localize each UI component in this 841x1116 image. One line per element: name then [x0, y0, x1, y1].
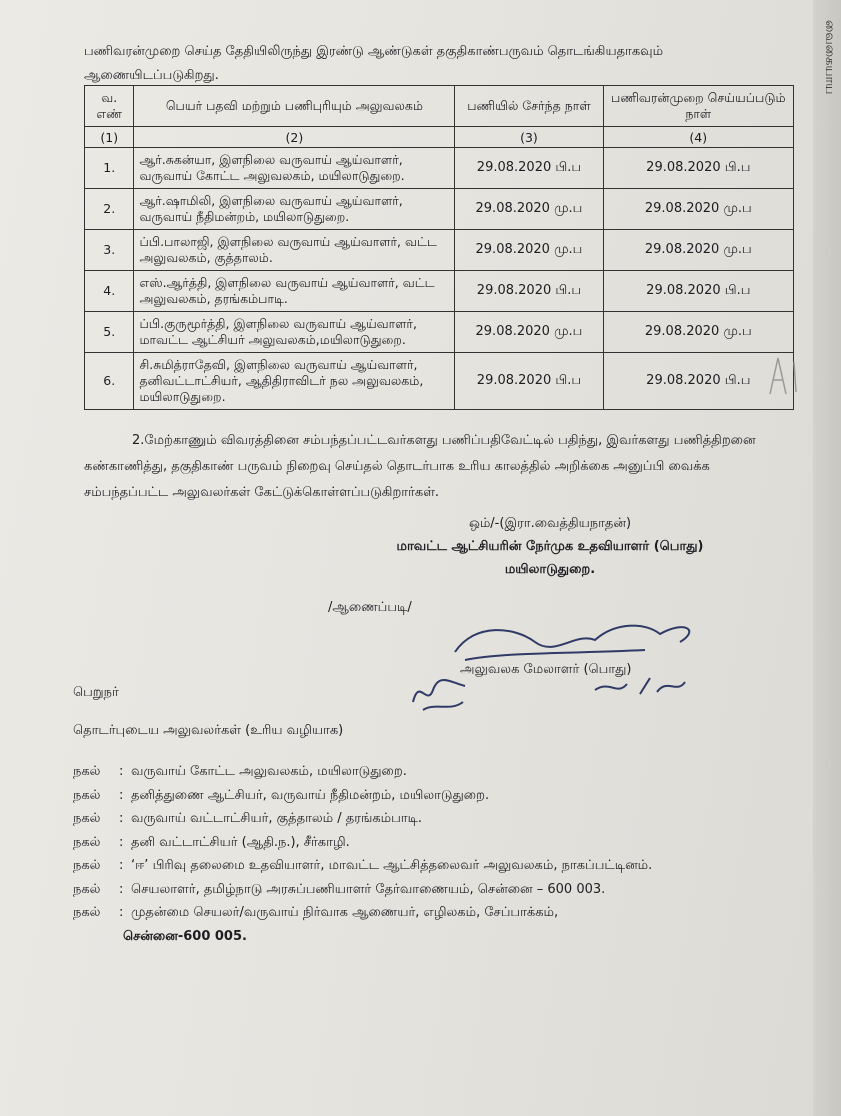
office-manager-designation: அலுவலக மேலாளர் (பொது) [460, 662, 632, 677]
table-row [85, 312, 794, 353]
row-name: சி.சுமித்ராதேவி, இளநிலை வருவாய் ஆய்வாளர், தனிவட்டாட்சியர், ஆதிதிராவிடர் நல அலுவலகம், மயிலாடுதுறை. [134, 353, 455, 410]
copy-label: நகல் [73, 764, 101, 779]
copy-label: நகல் [73, 811, 101, 826]
row-serial: 1. [85, 148, 134, 189]
by-order-text: /ஆணைப்படி/ [328, 600, 412, 615]
copy-separator: : [119, 764, 124, 779]
row-serial: 6. [85, 353, 134, 410]
row-regularise-date: 29.08.2020 மு.ப [603, 230, 793, 271]
regularisation-table [84, 85, 794, 410]
row-serial: 5. [85, 312, 134, 353]
row-serial: 4. [85, 271, 134, 312]
col-number: (1) [85, 127, 134, 148]
list-item [73, 854, 773, 878]
list-item [73, 760, 773, 784]
margin-pencil-mark [766, 350, 806, 400]
edge-text: வைகையாய [822, 20, 837, 95]
copy-label: நகல் [73, 905, 101, 920]
table-row [85, 353, 794, 410]
copy-recipient: ‘ஈ’ பிரிவு தலைமை உதவியாளர், மாவட்ட ஆட்சித்தலைவர் அலுவலகம், நாகப்பட்டினம். [131, 858, 653, 873]
row-name: ஆர்.ஷாமிலி, இளநிலை வருவாய் ஆய்வாளர், வருவாய் நீதிமன்றம், மயிலாடுதுறை. [134, 189, 455, 230]
table-row [85, 189, 794, 230]
list-item [73, 901, 773, 925]
instruction-paragraph: 2.மேற்காணும் விவரத்தினை சம்பந்தப்பட்டவர்களது பணிப்பதிவேட்டில் பதிந்து, இவர்களது பணித்திறனை கண்காணித்து, தகுதிகாண் பருவம் நிறைவு செய்தல் தொடர்பாக உரிய காலத்தில் அறிக்கை அனுப்பி வைக்க சம்பந்தப்பட்ட அலுவலர்கள் கேட்டுக்கொள்ளப்படுகிறார்கள். [84, 433, 756, 500]
copy-recipient: வருவாய் வட்டாட்சியர், குத்தாலம் / தரங்கம்பாடி. [131, 811, 423, 826]
row-regularise-date: 29.08.2020 மு.ப [603, 189, 793, 230]
copy-list [73, 760, 773, 948]
table-row [85, 271, 794, 312]
signatory-designation: மாவட்ட ஆட்சியரின் நேர்முக உதவியாளர் (பொது) [396, 539, 704, 554]
list-item [73, 831, 773, 855]
signature-block [380, 512, 720, 581]
row-join-date: 29.08.2020 பி.ப [455, 271, 603, 312]
header-regularise-date: பணிவரன்முறை செய்யப்படும் நாள் [603, 86, 793, 127]
row-regularise-date: 29.08.2020 பி.ப [603, 353, 793, 410]
copy-recipient: செயலாளர், தமிழ்நாடு அரசுப்பணியாளர் தேர்வாணையம், சென்னை – 600 003. [131, 881, 606, 897]
col-number: (3) [455, 127, 603, 148]
copy-recipient: முதன்மை செயலர்/வருவாய் நிர்வாக ஆணையர், எழிலகம், சேப்பாக்கம், [131, 905, 559, 920]
intro-text: பணிவரன்முறை செய்த தேதியிலிருந்து இரண்டு ஆண்டுகள் தகுதிகாண்பருவம் தொடங்கியதாகவும் ஆணையிடப்படுகிறது. [84, 44, 664, 83]
col-number: (4) [603, 127, 793, 148]
copy-recipient: வருவாய் கோட்ட அலுவலகம், மயிலாடுதுறை. [131, 764, 407, 779]
row-join-date: 29.08.2020 பி.ப [455, 148, 603, 189]
copy-separator: : [119, 834, 124, 850]
signatory-name: ஒம்/-(இரா.வைத்தியநாதன்) [468, 516, 632, 531]
copy-separator: : [119, 811, 124, 826]
handwritten-signature [445, 612, 705, 702]
concerned-officers: தொடர்புடைய அலுவலர்கள் (உரிய வழியாக) [73, 723, 344, 738]
row-regularise-date: 29.08.2020 பி.ப [603, 271, 793, 312]
row-serial: 3. [85, 230, 134, 271]
header-serial: வ. எண் [85, 86, 134, 127]
copy-separator: : [119, 905, 124, 920]
signatory-place: மயிலாடுதுறை. [504, 562, 596, 577]
row-join-date: 29.08.2020 மு.ப [455, 312, 603, 353]
column-number-row [85, 127, 794, 148]
row-join-date: 29.08.2020 மு.ப [455, 189, 603, 230]
copy-recipient: தனி வட்டாட்சியர் (ஆதி.ந.), சீர்காழி. [131, 834, 350, 850]
list-item [73, 784, 773, 808]
col-number: (2) [134, 127, 455, 148]
row-name: ப்பி.குருமூர்த்தி, இளநிலை வருவாய் ஆய்வாளர், மாவட்ட ஆட்சியர் அலுவலகம்,மயிலாடுதுறை. [134, 312, 455, 353]
table-row [85, 148, 794, 189]
copy-label: நகல் [73, 858, 101, 873]
copy-separator: : [119, 881, 124, 897]
row-name: ஆர்.சுகன்யா, இளநிலை வருவாய் ஆய்வாளர், வருவாய் கோட்ட அலுவலகம், மயிலாடுதுறை. [134, 148, 455, 189]
copy-separator: : [119, 787, 124, 803]
row-regularise-date: 29.08.2020 பி.ப [603, 148, 793, 189]
header-name: பெயர் பதவி மற்றும் பணிபுரியும் அலுவலகம் [134, 86, 455, 127]
row-name: எஸ்.ஆர்த்தி, இளநிலை வருவாய் ஆய்வாளர், வட்ட அலுவலகம், தரங்கம்பாடி. [134, 271, 455, 312]
copy-label: நகல் [73, 787, 101, 803]
handwritten-initial [405, 672, 475, 717]
list-item [73, 878, 773, 902]
row-join-date: 29.08.2020 மு.ப [455, 230, 603, 271]
table-header-row [85, 86, 794, 127]
copy-recipient-continued: சென்னை-600 005. [123, 928, 247, 944]
page-edge [813, 0, 841, 1116]
table-row [85, 230, 794, 271]
copy-separator: : [119, 858, 124, 873]
row-join-date: 29.08.2020 பி.ப [455, 353, 603, 410]
row-name: ப்பி.பாலாஜி, இளநிலை வருவாய் ஆய்வாளர், வட்ட அலுவலகம், குத்தாலம். [134, 230, 455, 271]
row-regularise-date: 29.08.2020 மு.ப [603, 312, 793, 353]
copy-recipient: தனித்துணை ஆட்சியர், வருவாய் நீதிமன்றம், மயிலாடுதுறை. [131, 787, 490, 803]
header-join-date: பணியில் சேர்ந்த நாள் [455, 86, 603, 127]
copy-label: நகல் [73, 834, 101, 850]
copy-label: நகல் [73, 881, 101, 897]
row-serial: 2. [85, 189, 134, 230]
list-item [73, 807, 773, 831]
recipients-heading: பெறுநர் [73, 685, 119, 700]
